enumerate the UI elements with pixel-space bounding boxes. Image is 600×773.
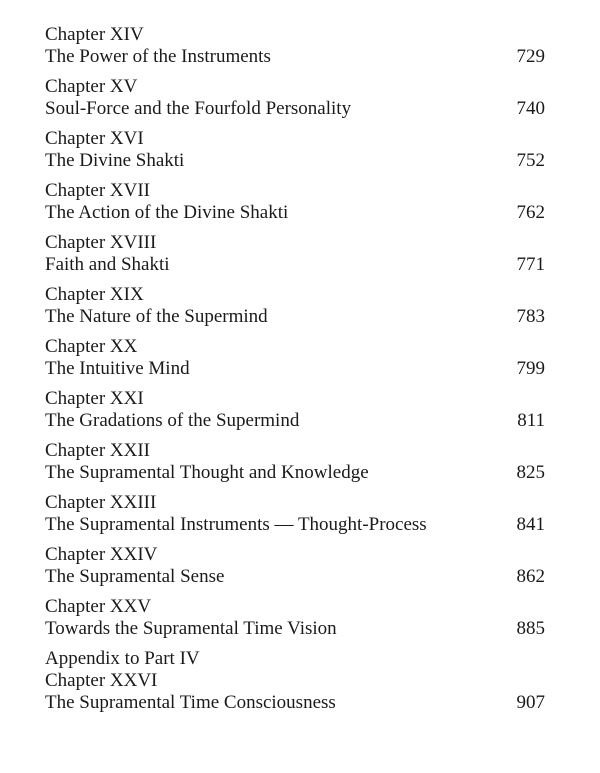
chapter-title-row (45, 462, 545, 484)
toc-entry (45, 24, 545, 68)
page-number: 783 (516, 306, 545, 327)
toc-entry (45, 544, 545, 588)
page-number: 740 (516, 98, 545, 119)
page-number: 811 (517, 410, 545, 431)
page-number: 729 (516, 46, 545, 67)
chapter-title: The Supramental Sense (45, 566, 225, 587)
toc-entry (45, 180, 545, 224)
toc-entry (45, 596, 545, 640)
chapter-number: Chapter XXIII (45, 492, 157, 513)
toc-entry (45, 492, 545, 536)
chapter-title: Soul-Force and the Fourfold Personality (45, 98, 352, 119)
chapter-title-row (45, 566, 545, 588)
page-number: 825 (516, 462, 545, 483)
chapter-number: Chapter XVII (45, 180, 150, 201)
toc-entry (45, 648, 545, 714)
chapter-title: Towards the Supramental Time Vision (45, 618, 337, 639)
chapter-number: Chapter XXV (45, 596, 152, 617)
chapter-title-row (45, 618, 545, 640)
chapter-title: The Divine Shakti (45, 150, 185, 171)
chapter-number: Chapter XXI (45, 388, 144, 409)
chapter-title-row (45, 358, 545, 380)
chapter-title: The Supramental Thought and Knowledge (45, 462, 369, 483)
toc-entry (45, 388, 545, 432)
chapter-title-row (45, 98, 545, 120)
chapter-number: Chapter XIV (45, 24, 144, 45)
page-number: 762 (516, 202, 545, 223)
chapter-title-row (45, 692, 545, 714)
chapter-title-row (45, 46, 545, 68)
chapter-number: Chapter XIX (45, 284, 144, 305)
toc-entry (45, 336, 545, 380)
page-number: 752 (516, 150, 545, 171)
page-number: 907 (516, 692, 545, 713)
chapter-title: The Action of the Divine Shakti (45, 202, 289, 223)
toc-entry (45, 232, 545, 276)
page-number: 771 (516, 254, 545, 275)
toc-entry (45, 440, 545, 484)
page-number: 885 (516, 618, 545, 639)
toc-entry (45, 76, 545, 120)
chapter-title-row (45, 150, 545, 172)
chapter-title: The Nature of the Supermind (45, 306, 268, 327)
chapter-title-row (45, 306, 545, 328)
chapter-title-row (45, 410, 545, 432)
chapter-title-row (45, 202, 545, 224)
chapter-title: The Supramental Instruments — Thought-Process (45, 514, 427, 535)
chapter-number: Chapter XXIV (45, 544, 158, 565)
page-number: 841 (516, 514, 545, 535)
chapter-number: Chapter XX (45, 336, 138, 357)
toc-entry (45, 284, 545, 328)
chapter-title-row (45, 254, 545, 276)
page-number: 799 (516, 358, 545, 379)
chapter-number: Chapter XXVI (45, 670, 158, 691)
chapter-title: The Gradations of the Supermind (45, 410, 300, 431)
page-number: 862 (516, 566, 545, 587)
chapter-number: Chapter XXII (45, 440, 150, 461)
chapter-number: Chapter XV (45, 76, 138, 97)
chapter-title: The Supramental Time Consciousness (45, 692, 336, 713)
table-of-contents (45, 24, 545, 722)
chapter-title-row (45, 514, 545, 536)
chapter-number: Chapter XVIII (45, 232, 157, 253)
chapter-title: Faith and Shakti (45, 254, 170, 275)
chapter-title: The Intuitive Mind (45, 358, 190, 379)
toc-entry (45, 128, 545, 172)
chapter-number: Chapter XVI (45, 128, 144, 149)
chapter-title: The Power of the Instruments (45, 46, 271, 67)
toc-section-heading: Appendix to Part IV (45, 648, 200, 669)
